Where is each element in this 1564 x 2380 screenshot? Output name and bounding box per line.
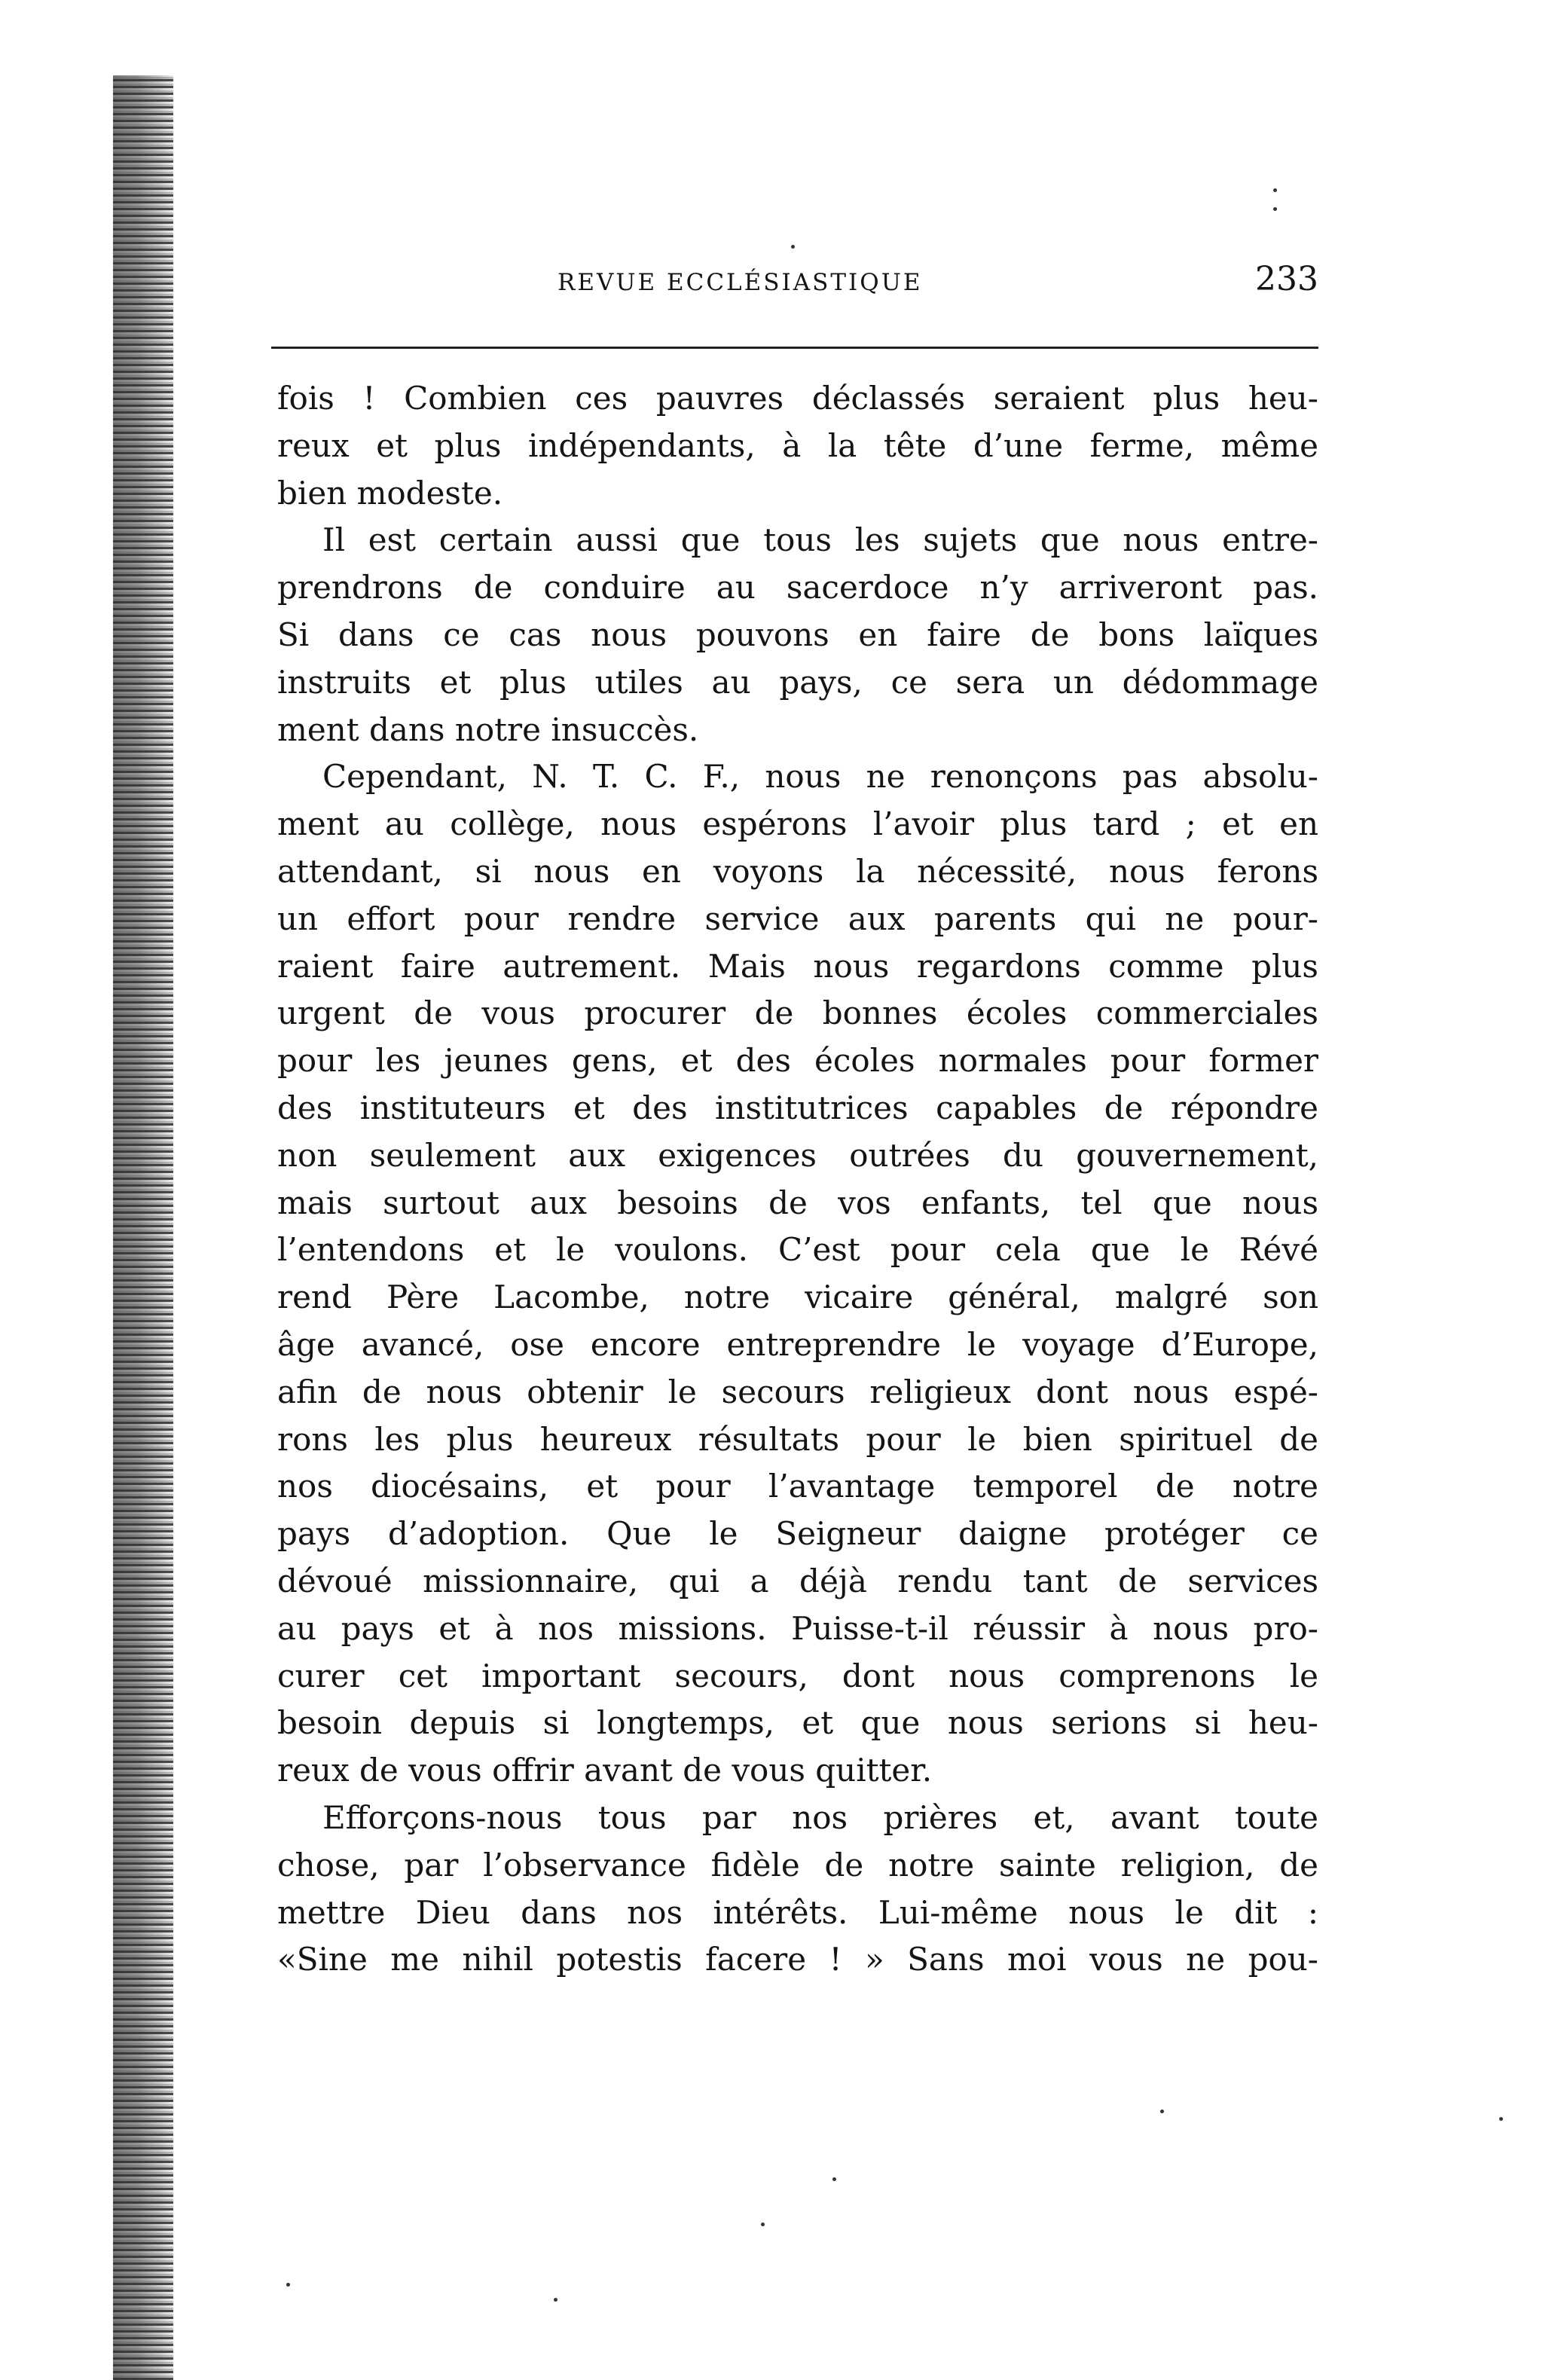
text-line: rons les plus heureux résultats pour le bien spirituel de [277, 1420, 1318, 1458]
text-line: pays d’adoption. Que le Seigneur daigne protéger ce [277, 1515, 1318, 1553]
text-line: Efforçons-nous tous par nos prières et, avant toute [322, 1798, 1318, 1836]
text-line: chose, par l’observance fidèle de notre sainte religion, de [277, 1846, 1318, 1884]
text-line: âge avancé, ose encore entreprendre le voyage d’Europe, [277, 1325, 1318, 1363]
scan-speck [1273, 188, 1277, 192]
text-line: l’entendons et le voulons. C’est pour cela que le Révé [277, 1231, 1318, 1269]
text-line: bien modeste. [277, 474, 503, 512]
scan-speck [1160, 2110, 1164, 2113]
running-head [271, 260, 1318, 305]
text-line: curer cet important secours, dont nous comprenons le [277, 1657, 1318, 1694]
text-line: ment au collège, nous espérons l’avoir plus tard ; et en [277, 805, 1318, 843]
text-line: Cependant, N. T. C. F., nous ne renonçons pas absolu- [322, 758, 1318, 796]
text-line: des instituteurs et des institutrices capables de répondre [277, 1089, 1318, 1126]
text-line: ment dans notre insuccès. [277, 710, 699, 748]
text-line: attendant, si nous en voyons la nécessité, nous ferons [277, 852, 1318, 890]
scan-speck [286, 2283, 290, 2287]
text-line: dévoué missionnaire, qui a déjà rendu tant de services [277, 1562, 1318, 1599]
text-line: Si dans ce cas nous pouvons en faire de bons laïques [277, 616, 1318, 653]
text-line: urgent de vous procurer de bonnes écoles commerciales [277, 994, 1318, 1032]
text-line: rend Père Lacombe, notre vicaire général, malgré son [277, 1279, 1318, 1316]
text-line: Il est certain aussi que tous les sujets que nous entre- [322, 521, 1318, 559]
text-line: prendrons de conduire au sacerdoce n’y arriveront pas. [277, 569, 1318, 606]
page-number: 233 [1255, 260, 1318, 298]
text-line: besoin depuis si longtemps, et que nous serions si heu- [277, 1704, 1318, 1742]
scan-speck [1499, 2117, 1503, 2121]
scan-speck [791, 245, 795, 249]
text-line: pour les jeunes gens, et des écoles normales pour former [277, 1042, 1318, 1080]
text-line: nos diocésains, et pour l’avantage temporel de notre [277, 1468, 1318, 1505]
scan-speck [1273, 207, 1277, 211]
text-line: fois ! Combien ces pauvres déclassés seraient plus heu- [277, 380, 1318, 417]
scan-speck [832, 2177, 836, 2181]
text-line: instruits et plus utiles au pays, ce sera un dédommage [277, 663, 1318, 701]
body-text [277, 375, 1318, 1984]
text-line: reux de vous offrir avant de vous quitter. [277, 1752, 933, 1789]
scanned-binding-edge [113, 75, 173, 2380]
running-title: REVUE ECCLÉSIASTIQUE [557, 269, 923, 296]
text-line: «Sine me nihil potestis facere ! » Sans moi vous ne pou- [277, 1941, 1318, 1978]
text-line: non seulement aux exigences outrées du gouvernement, [277, 1136, 1318, 1174]
text-line: mais surtout aux besoins de vos enfants, tel que nous [277, 1184, 1318, 1221]
scan-speck [554, 2298, 557, 2302]
text-line: reux et plus indépendants, à la tête d’une ferme, même [277, 426, 1318, 464]
text-line: mettre Dieu dans nos intérêts. Lui-même nous le dit : [277, 1893, 1318, 1931]
text-line: au pays et à nos missions. Puisse-t-il réussir à nous pro- [277, 1609, 1318, 1647]
text-line: afin de nous obtenir le secours religieux dont nous espé- [277, 1373, 1318, 1410]
text-line: un effort pour rendre service aux parents qui ne pour- [277, 900, 1318, 937]
scan-speck [761, 2223, 765, 2226]
header-rule [271, 347, 1318, 349]
text-line: raient faire autrement. Mais nous regardons comme plus [277, 947, 1318, 985]
